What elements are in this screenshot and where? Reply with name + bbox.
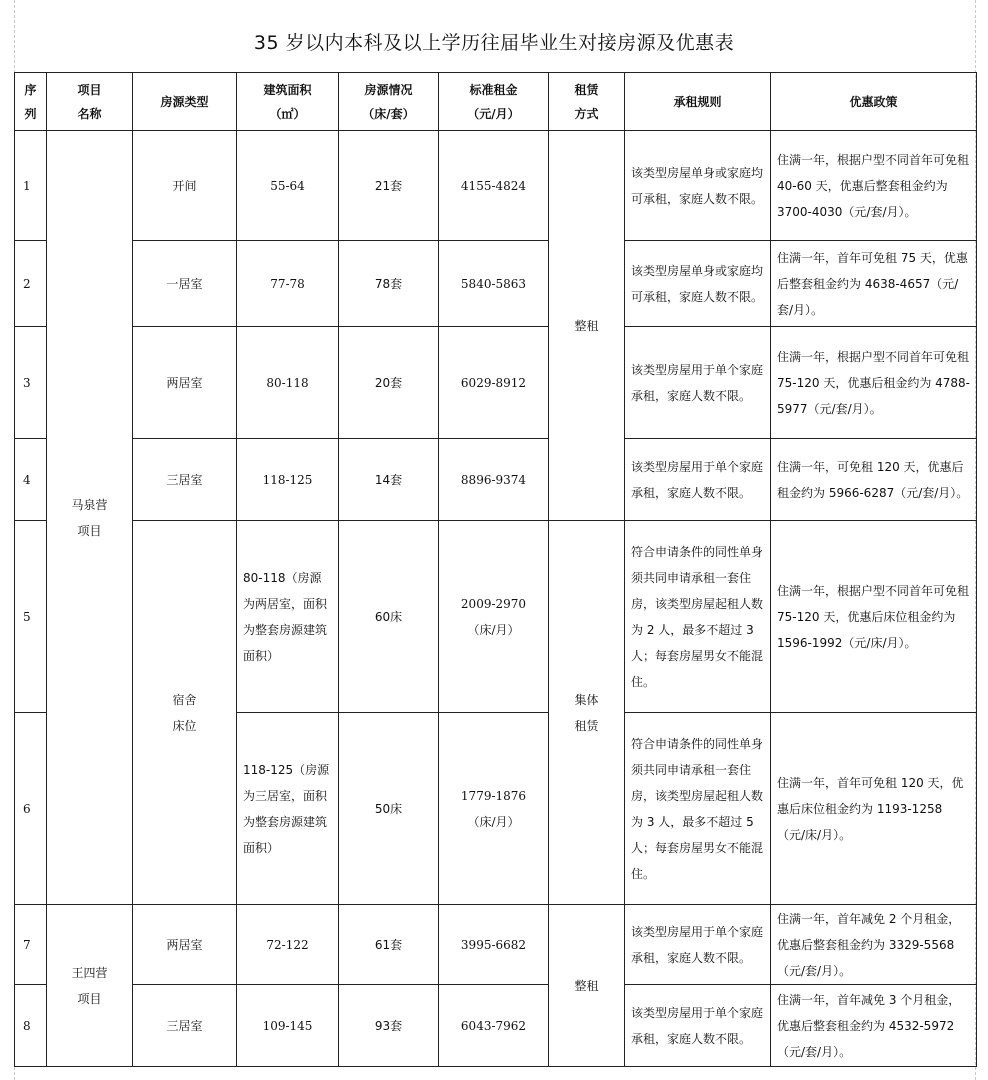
row-seq: 2	[15, 241, 47, 327]
units: 20套	[339, 327, 439, 439]
table-row	[15, 985, 977, 1067]
header-area: 建筑面积 （㎡）	[237, 73, 339, 131]
rules: 该类型房屋单身或家庭均可承租，家庭人数不限。	[625, 241, 771, 327]
lease-mode-whole: 整租	[549, 131, 625, 521]
house-type-dorm: 宿舍 床位	[133, 521, 237, 905]
project-name-maquanying: 马泉营 项目	[47, 131, 133, 905]
units: 93套	[339, 985, 439, 1067]
house-type: 两居室	[133, 327, 237, 439]
row-seq: 1	[15, 131, 47, 241]
units: 21套	[339, 131, 439, 241]
rent: 2009-2970 （床/月）	[439, 521, 549, 713]
house-type: 一居室	[133, 241, 237, 327]
area: 118-125	[237, 439, 339, 521]
table-row	[15, 521, 977, 713]
header-policy: 优惠政策	[771, 73, 977, 131]
policy: 住满一年，首年可免租 75 天，优惠后整套租金约为 4638-4657（元/套/月）。	[771, 241, 977, 327]
project-name-wangsiying: 王四营 项目	[47, 905, 133, 1067]
policy: 住满一年，首年减免 3 个月租金，优惠后整套租金约为 4532-5972（元/套/月）。	[771, 985, 977, 1067]
house-type: 三居室	[133, 439, 237, 521]
policy: 住满一年，根据户型不同首年可免租 75-120 天，优惠后床位租金约为 1596-1992（元/床/月）。	[771, 521, 977, 713]
area: 72-122	[237, 905, 339, 985]
table-row	[15, 131, 977, 241]
house-type: 三居室	[133, 985, 237, 1067]
area: 55-64	[237, 131, 339, 241]
header-type: 房源类型	[133, 73, 237, 131]
rules: 该类型房屋用于单个家庭承租，家庭人数不限。	[625, 905, 771, 985]
rules: 该类型房屋用于单个家庭承租，家庭人数不限。	[625, 985, 771, 1067]
rules: 符合申请条件的同性单身须共同申请承租一套住房，该类型房屋起租人数为 2 人，最多不超过 3 人；每套房屋男女不能混住。	[625, 521, 771, 713]
house-type: 两居室	[133, 905, 237, 985]
area: 109-145	[237, 985, 339, 1067]
rules: 该类型房屋单身或家庭均可承租，家庭人数不限。	[625, 131, 771, 241]
rent: 5840-5863	[439, 241, 549, 327]
rent: 3995-6682	[439, 905, 549, 985]
table-row	[15, 439, 977, 521]
area: 80-118	[237, 327, 339, 439]
rent: 4155-4824	[439, 131, 549, 241]
header-rent: 标准租金 （元/月）	[439, 73, 549, 131]
policy: 住满一年，首年可免租 120 天，优惠后床位租金约为 1193-1258（元/床/月）。	[771, 713, 977, 905]
lease-mode-whole-2: 整租	[549, 905, 625, 1067]
policy: 住满一年，根据户型不同首年可免租 75-120 天，优惠后租金约为 4788-5977（元/套/月）。	[771, 327, 977, 439]
units: 14套	[339, 439, 439, 521]
table-row	[15, 327, 977, 439]
table-row	[15, 905, 977, 985]
lease-mode-collective: 集体 租赁	[549, 521, 625, 905]
area: 77-78	[237, 241, 339, 327]
rules: 该类型房屋用于单个家庭承租，家庭人数不限。	[625, 327, 771, 439]
header-project: 项目 名称	[47, 73, 133, 131]
page-title: 35 岁以内本科及以上学历往届毕业生对接房源及优惠表	[253, 32, 735, 54]
units: 61套	[339, 905, 439, 985]
row-seq: 7	[15, 905, 47, 985]
house-type: 开间	[133, 131, 237, 241]
row-seq: 8	[15, 985, 47, 1067]
row-seq: 4	[15, 439, 47, 521]
rules: 符合申请条件的同性单身须共同申请承租一套住房，该类型房屋起租人数为 3 人，最多不超过 5 人；每套房屋男女不能混住。	[625, 713, 771, 905]
policy: 住满一年，首年减免 2 个月租金，优惠后整套租金约为 3329-5568（元/套/月）。	[771, 905, 977, 985]
header-row	[15, 73, 977, 131]
row-seq: 5	[15, 521, 47, 713]
row-seq: 6	[15, 713, 47, 905]
rules: 该类型房屋用于单个家庭承租，家庭人数不限。	[625, 439, 771, 521]
policy: 住满一年，根据户型不同首年可免租 40-60 天，优惠后整套租金约为 3700-4030（元/套/月）。	[771, 131, 977, 241]
rent: 6043-7962	[439, 985, 549, 1067]
header-seq: 序 列	[15, 73, 47, 131]
units: 78套	[339, 241, 439, 327]
header-units: 房源情况 （床/套）	[339, 73, 439, 131]
table-row	[15, 241, 977, 327]
policy: 住满一年，可免租 120 天，优惠后租金约为 5966-6287（元/套/月）。	[771, 439, 977, 521]
units: 50床	[339, 713, 439, 905]
rent: 1779-1876 （床/月）	[439, 713, 549, 905]
area: 118-125（房源为三居室，面积为整套房源建筑面积）	[237, 713, 339, 905]
housing-table	[14, 72, 977, 1067]
rent: 6029-8912	[439, 327, 549, 439]
units: 60床	[339, 521, 439, 713]
rent: 8896-9374	[439, 439, 549, 521]
header-rules: 承租规则	[625, 73, 771, 131]
area: 80-118（房源为两居室，面积为整套房源建筑面积）	[237, 521, 339, 713]
row-seq: 3	[15, 327, 47, 439]
header-mode: 租赁 方式	[549, 73, 625, 131]
